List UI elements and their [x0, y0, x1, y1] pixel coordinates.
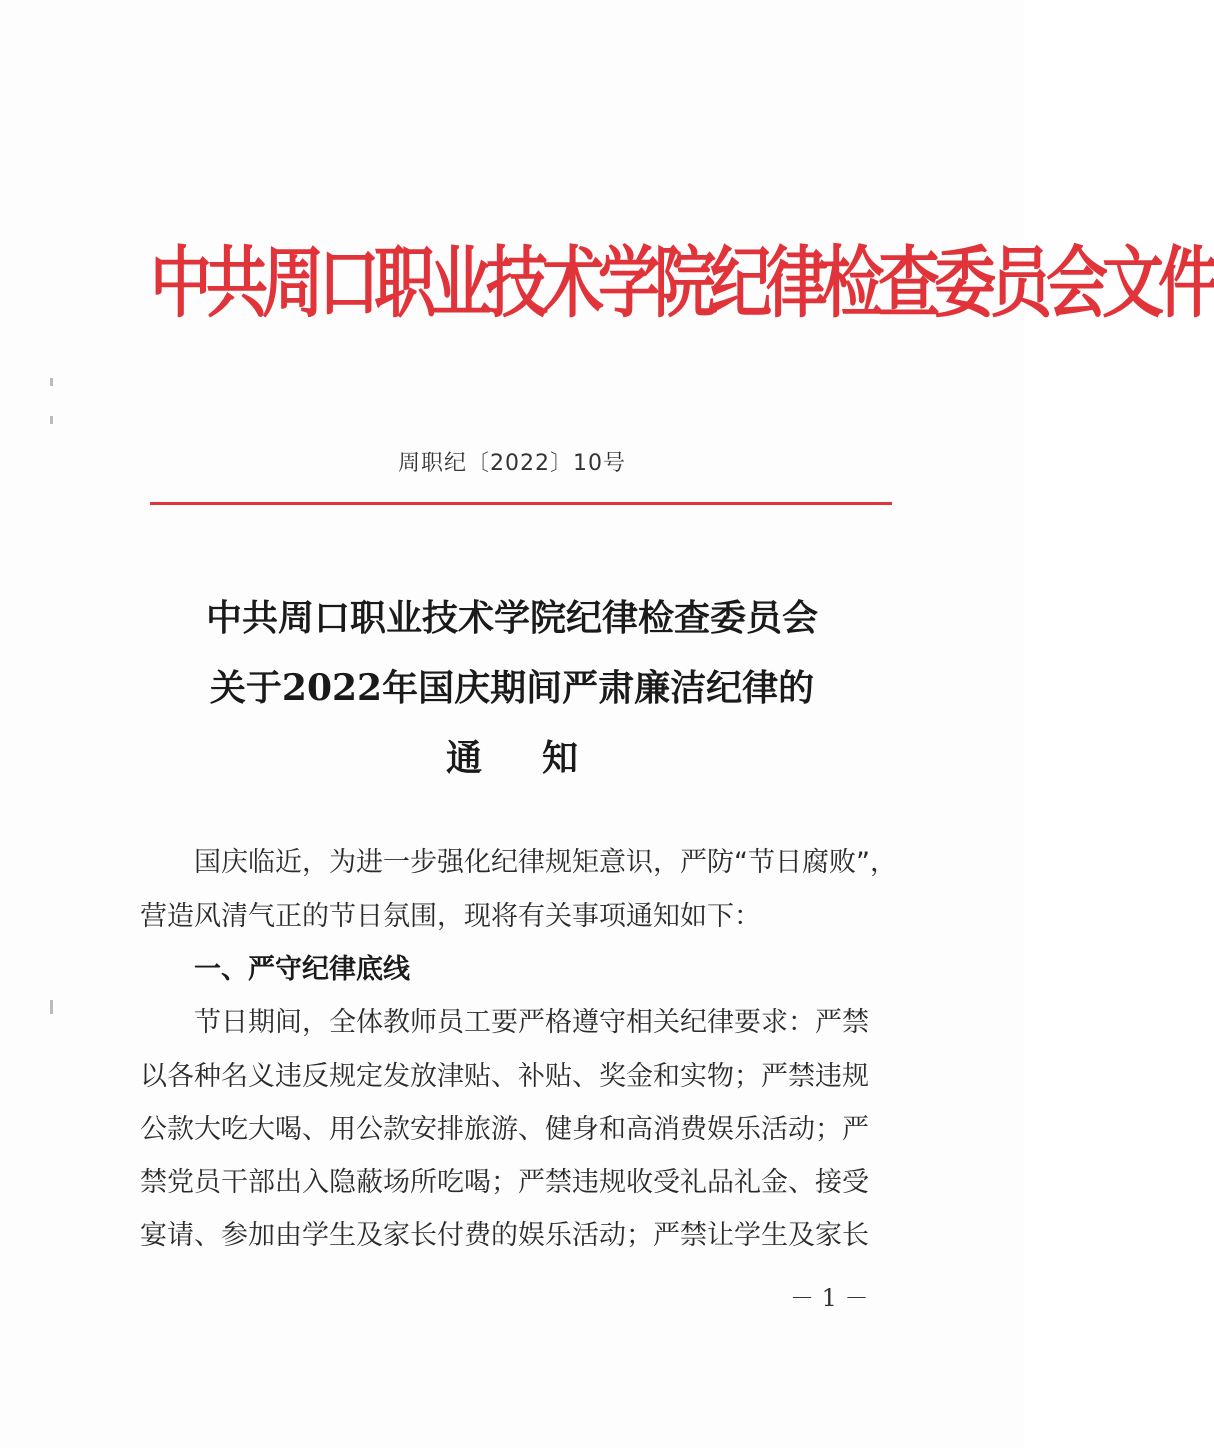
body-line: 节日期间，全体教师员工要严格遵守相关纪律要求：严禁: [194, 1007, 869, 1038]
body-line: 营造风清气正的节日氛围，现将有关事项通知如下：: [140, 901, 761, 932]
scan-mark: [50, 1000, 53, 1014]
page-number: － 1 －: [790, 1284, 869, 1312]
body-line: 禁党员干部出入隐蔽场所吃喝；严禁违规收受礼品礼金、接受: [140, 1167, 869, 1198]
body-line: 以各种名义违反规定发放津贴、补贴、奖金和实物；严禁违规: [140, 1061, 869, 1092]
section-heading: 一、严守纪律底线: [194, 954, 410, 985]
scan-mark: [50, 378, 53, 386]
red-divider-line: [150, 502, 892, 505]
body-line: 公款大吃大喝、用公款安排旅游、健身和高消费娱乐活动；严: [140, 1114, 869, 1145]
body-line: 国庆临近，为进一步强化纪律规矩意识，严防“节日腐败”，: [194, 847, 897, 878]
title-line-2: 关于2022年国庆期间严肃廉洁纪律的: [209, 667, 815, 709]
issuer-header: 中共周口职业技术学院纪律检查委员会文件: [150, 236, 1214, 328]
title-line-3: 通知: [445, 737, 638, 779]
body-line: 宴请、参加由学生及家长付费的娱乐活动；严禁让学生及家长: [140, 1220, 869, 1251]
document-number: 周职纪〔2022〕10号: [398, 451, 626, 476]
title-line-1: 中共周口职业技术学院纪律检查委员会: [205, 597, 818, 639]
scan-mark: [50, 416, 53, 424]
